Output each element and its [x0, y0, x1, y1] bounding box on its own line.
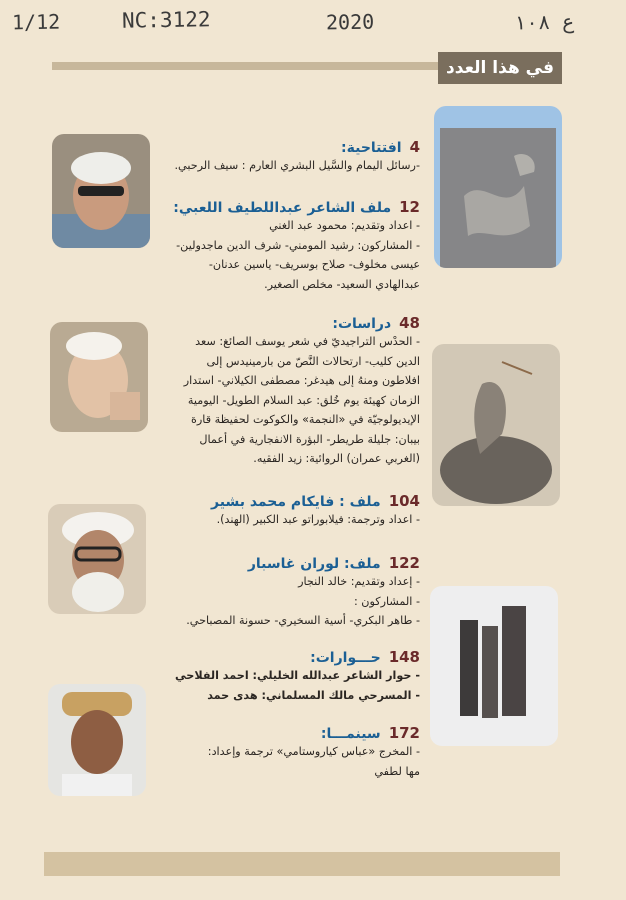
- section-title: ملف : فايكام محمد بشير: [211, 494, 381, 510]
- painting-photo: [432, 344, 560, 506]
- toc-entry-basheer-file: [211, 492, 420, 530]
- page-title: في هذا العدد: [438, 52, 562, 84]
- entry-line: - المسرحي مالك المسلماني: هدى حمد: [207, 688, 420, 702]
- toc-entry-editorial: [174, 138, 420, 176]
- entry-line: -رسائل اليمام والسَّيل البشري العارم : سيف الرحبي.: [174, 159, 420, 172]
- entry-line: (الغربي عمران) الروائية: زيد الفقيه.: [253, 452, 420, 465]
- entry-line: بيبان: جليلة طريطر- البؤرة الانفجارية في أعمال: [199, 432, 420, 446]
- toc-entry-cinema: [208, 724, 420, 781]
- toc-entry-interviews: [175, 648, 420, 705]
- entry-line: - المخرج «عباس كياروستامي» ترجمة وإعداد:: [207, 745, 420, 758]
- page-number: 4: [409, 138, 420, 156]
- entry-line: الإيديولوجيّة في «النجمة» والكوكوت لحفيظة قارة: [191, 413, 420, 426]
- entry-line: عيسى مخلوف- صلاح بوسريف- ياسين عدنان-: [208, 258, 420, 271]
- entry-line: - المشاركون: رشيد المومني- شرف الدين ماجدولين-: [176, 238, 420, 252]
- entry-line: عبدالهادي السعيد- مخلص الصغير.: [264, 277, 420, 291]
- figures-artwork-photo: [430, 586, 558, 746]
- entry-line: افلاطون ومنهُ إلى هيدغر: مصطفى الكيلاني- استدار: [183, 374, 420, 387]
- section-title: افتتاحية:: [341, 140, 402, 156]
- portrait-photo-1: [52, 134, 150, 248]
- section-title: ملف الشاعر عبداللطيف اللعبي:: [173, 200, 392, 216]
- toc-entry-studies: [184, 314, 420, 469]
- handwritten-issue-number: ع ١٠٨: [513, 9, 575, 35]
- page-number: 48: [399, 314, 420, 332]
- handwritten-year: 2020: [325, 9, 375, 35]
- portrait-photo-2: [50, 322, 148, 432]
- entry-line: - حوار الشاعر عبدالله الخليلي: احمد الفلاحي: [174, 669, 420, 682]
- handwritten-code: NC:3122: [121, 7, 211, 33]
- section-title: ملف: لوران غاسبار: [247, 556, 381, 572]
- toc-entry-gaspar-file: [186, 554, 420, 631]
- handwritten-page-mark: 1/12: [11, 9, 61, 35]
- page-number: 172: [388, 724, 420, 742]
- page-number: 122: [388, 554, 420, 572]
- portrait-photo-3: [48, 504, 146, 614]
- page-number: 12: [399, 198, 420, 216]
- entry-line: - المشاركون :: [353, 594, 420, 608]
- entry-line: - اعداد وتقديم: محمود عبد الغني: [269, 219, 420, 232]
- section-title: دراسات:: [332, 316, 392, 332]
- footer-rule: [44, 852, 560, 876]
- entry-line: - الحدْس التراجيديّ في شعر يوسف الصائغ: سعد: [195, 335, 420, 348]
- portrait-photo-4: [48, 684, 146, 796]
- entry-line: الدين كليب- ارتحالات النَّصّ من بارمينيدس إلى: [206, 354, 420, 368]
- entry-line: الزمان كهيئة يوم خُلق: عبد السلام الطويل- اليومية: [187, 393, 420, 407]
- page-number: 104: [388, 492, 420, 510]
- entry-line: - اعداد وترجمة: فيلابوراتو عبد الكبير (الهند).: [216, 513, 420, 526]
- entry-line: مها لطفي: [374, 764, 420, 778]
- sculpture-photo: [434, 106, 562, 268]
- section-title: سينمـــا:: [320, 726, 381, 742]
- entry-line: - طاهر البكري- أسية السخيري- حسونة المصباحي.: [186, 614, 420, 627]
- page-number: 148: [388, 648, 420, 666]
- toc-entry-laabi-file: [173, 198, 420, 294]
- section-title: حـــوارات:: [310, 650, 381, 666]
- entry-line: - إعداد وتقديم: خالد النجار: [298, 575, 420, 588]
